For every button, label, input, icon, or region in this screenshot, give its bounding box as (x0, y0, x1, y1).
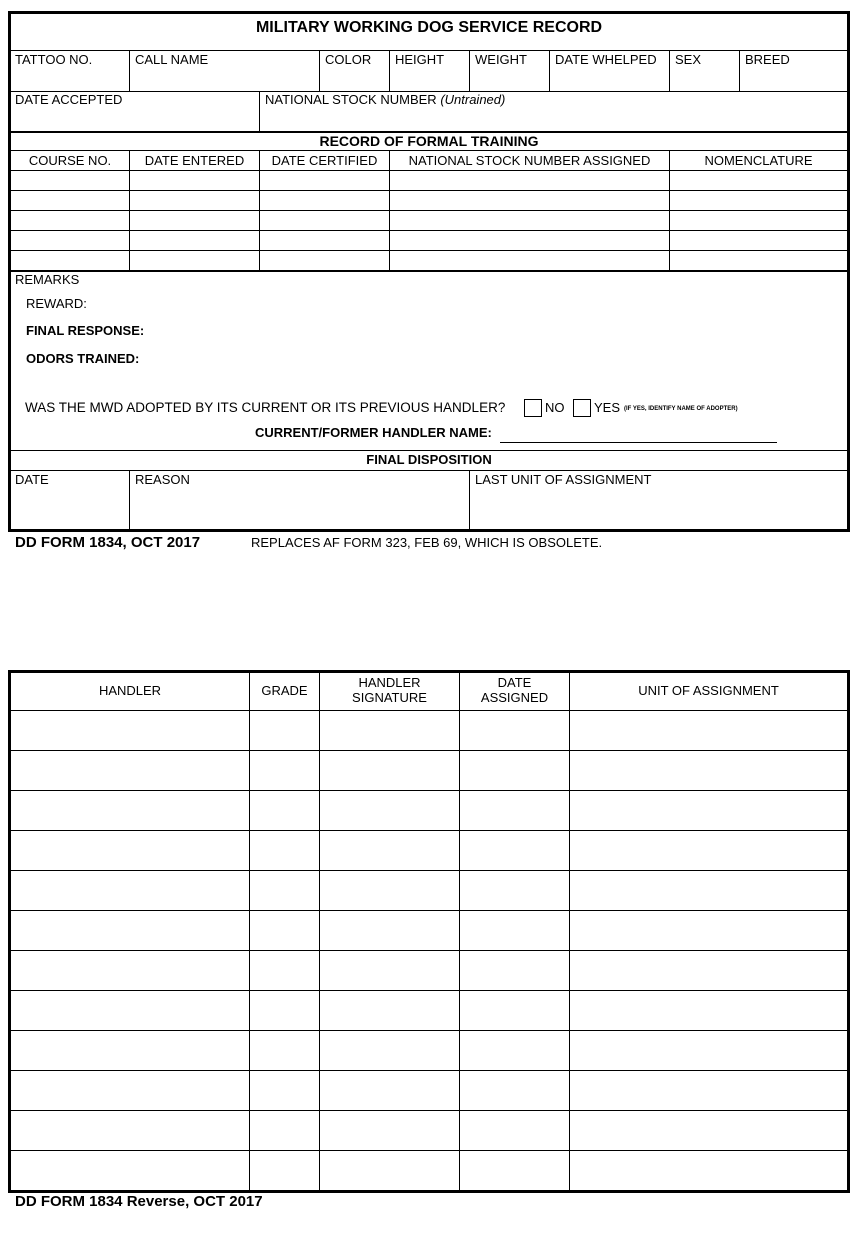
reverse-col-date-assigned-line2: ASSIGNED (480, 690, 549, 705)
breed-label: BREED (745, 52, 790, 67)
date-accepted-field[interactable] (12, 108, 257, 129)
odors-trained-label: ODORS TRAINED: (26, 351, 140, 366)
nsn-untrained-note: (Untrained) (440, 92, 506, 107)
divider (11, 450, 847, 451)
adopted-no-label: NO (545, 400, 565, 415)
training-col-date-certified: DATE CERTIFIED (271, 153, 378, 168)
reverse-form-number: DD FORM 1834 Reverse, OCT 2017 (15, 1193, 263, 1210)
handler-row[interactable] (11, 831, 847, 870)
last-unit-field[interactable] (472, 489, 846, 527)
divider (469, 50, 470, 91)
handler-row[interactable] (11, 711, 847, 750)
handler-row[interactable] (11, 991, 847, 1030)
nsn-untrained-field[interactable] (262, 108, 846, 129)
odors-trained-field[interactable] (145, 348, 835, 388)
adopted-yes-label: YES (594, 400, 621, 415)
handler-row[interactable] (11, 911, 847, 950)
weight-field[interactable] (472, 68, 547, 89)
divider (129, 470, 130, 529)
reward-label: REWARD: (26, 296, 87, 311)
last-unit-label: LAST UNIT OF ASSIGNMENT (475, 472, 652, 487)
reverse-col-unit: UNIT OF ASSIGNMENT (638, 683, 779, 698)
training-col-nomenclature: NOMENCLATURE (704, 153, 813, 168)
reverse-col-date-assigned (460, 675, 569, 705)
form-title: MILITARY WORKING DOG SERVICE RECORD (255, 19, 603, 36)
adopted-yes-checkbox[interactable] (573, 399, 591, 417)
handler-row[interactable] (11, 751, 847, 790)
disposition-date-field[interactable] (12, 489, 127, 527)
color-field[interactable] (322, 68, 387, 89)
disposition-reason-field[interactable] (132, 489, 467, 527)
divider (11, 50, 847, 51)
handler-row[interactable] (11, 791, 847, 830)
reverse-col-grade: GRADE (261, 683, 308, 698)
reverse-col-handler-signature-line1: HANDLER (358, 675, 421, 690)
divider (549, 50, 550, 91)
final-response-field[interactable] (150, 320, 835, 340)
handler-row[interactable] (11, 871, 847, 910)
date-whelped-field[interactable] (552, 68, 667, 89)
adopted-question: WAS THE MWD ADOPTED BY ITS CURRENT OR ITS PREVIOUS HANDLER? (25, 400, 506, 415)
nsn-untrained-label (265, 93, 505, 107)
handler-row[interactable] (11, 1031, 847, 1070)
call-name-field[interactable] (132, 68, 317, 89)
call-name-label: CALL NAME (135, 52, 209, 67)
handler-row[interactable] (11, 1071, 847, 1110)
divider (389, 50, 390, 91)
training-row[interactable] (11, 191, 847, 210)
divider (319, 50, 320, 91)
handler-row[interactable] (11, 951, 847, 990)
disposition-date-label: DATE (15, 472, 49, 487)
disposition-heading: FINAL DISPOSITION (366, 452, 492, 467)
reverse-col-handler-signature-line2: SIGNATURE (352, 690, 427, 705)
disposition-reason-label: REASON (135, 472, 190, 487)
front-form-number: DD FORM 1834, OCT 2017 (15, 534, 201, 551)
final-response-label: FINAL RESPONSE: (26, 323, 145, 338)
handler-name-label: CURRENT/FORMER HANDLER NAME: (255, 425, 492, 440)
sex-field[interactable] (672, 68, 737, 89)
divider (11, 150, 847, 151)
date-accepted-label: DATE ACCEPTED (15, 92, 123, 107)
front-replaces-note: REPLACES AF FORM 323, FEB 69, WHICH IS OBSOLETE. (251, 535, 603, 550)
divider (11, 270, 847, 272)
height-label: HEIGHT (395, 52, 445, 67)
training-row[interactable] (11, 231, 847, 250)
training-row[interactable] (11, 211, 847, 230)
nsn-label-text: NATIONAL STOCK NUMBER (265, 92, 437, 107)
divider (739, 50, 740, 91)
reward-field[interactable] (95, 293, 835, 313)
tattoo-no-field[interactable] (12, 68, 127, 89)
reverse-col-date-assigned-line1: DATE (497, 675, 532, 690)
training-row[interactable] (11, 251, 847, 270)
tattoo-no-label: TATTOO NO. (15, 52, 93, 67)
reverse-col-handler-signature (320, 675, 459, 705)
weight-label: WEIGHT (475, 52, 527, 67)
divider (259, 91, 260, 131)
remarks-label: REMARKS (15, 272, 80, 287)
adopted-yes-note: (IF YES, IDENTIFY NAME OF ADOPTER) (624, 406, 738, 412)
reverse-col-handler: HANDLER (98, 683, 162, 698)
handler-row[interactable] (11, 1151, 847, 1190)
handler-name-field[interactable] (500, 442, 777, 443)
sex-label: SEX (675, 52, 702, 67)
divider (469, 470, 470, 529)
color-label: COLOR (325, 52, 372, 67)
date-whelped-label: DATE WHELPED (555, 52, 657, 67)
height-field[interactable] (392, 68, 467, 89)
divider (669, 50, 670, 91)
divider (11, 470, 847, 471)
training-row[interactable] (11, 171, 847, 190)
divider (129, 50, 130, 91)
breed-field[interactable] (742, 68, 846, 89)
handler-row[interactable] (11, 1111, 847, 1150)
training-col-course-no: COURSE NO. (28, 153, 112, 168)
training-col-nsn-assigned: NATIONAL STOCK NUMBER ASSIGNED (408, 153, 651, 168)
training-col-date-entered: DATE ENTERED (144, 153, 245, 168)
training-heading: RECORD OF FORMAL TRAINING (319, 133, 539, 149)
adopted-no-checkbox[interactable] (524, 399, 542, 417)
